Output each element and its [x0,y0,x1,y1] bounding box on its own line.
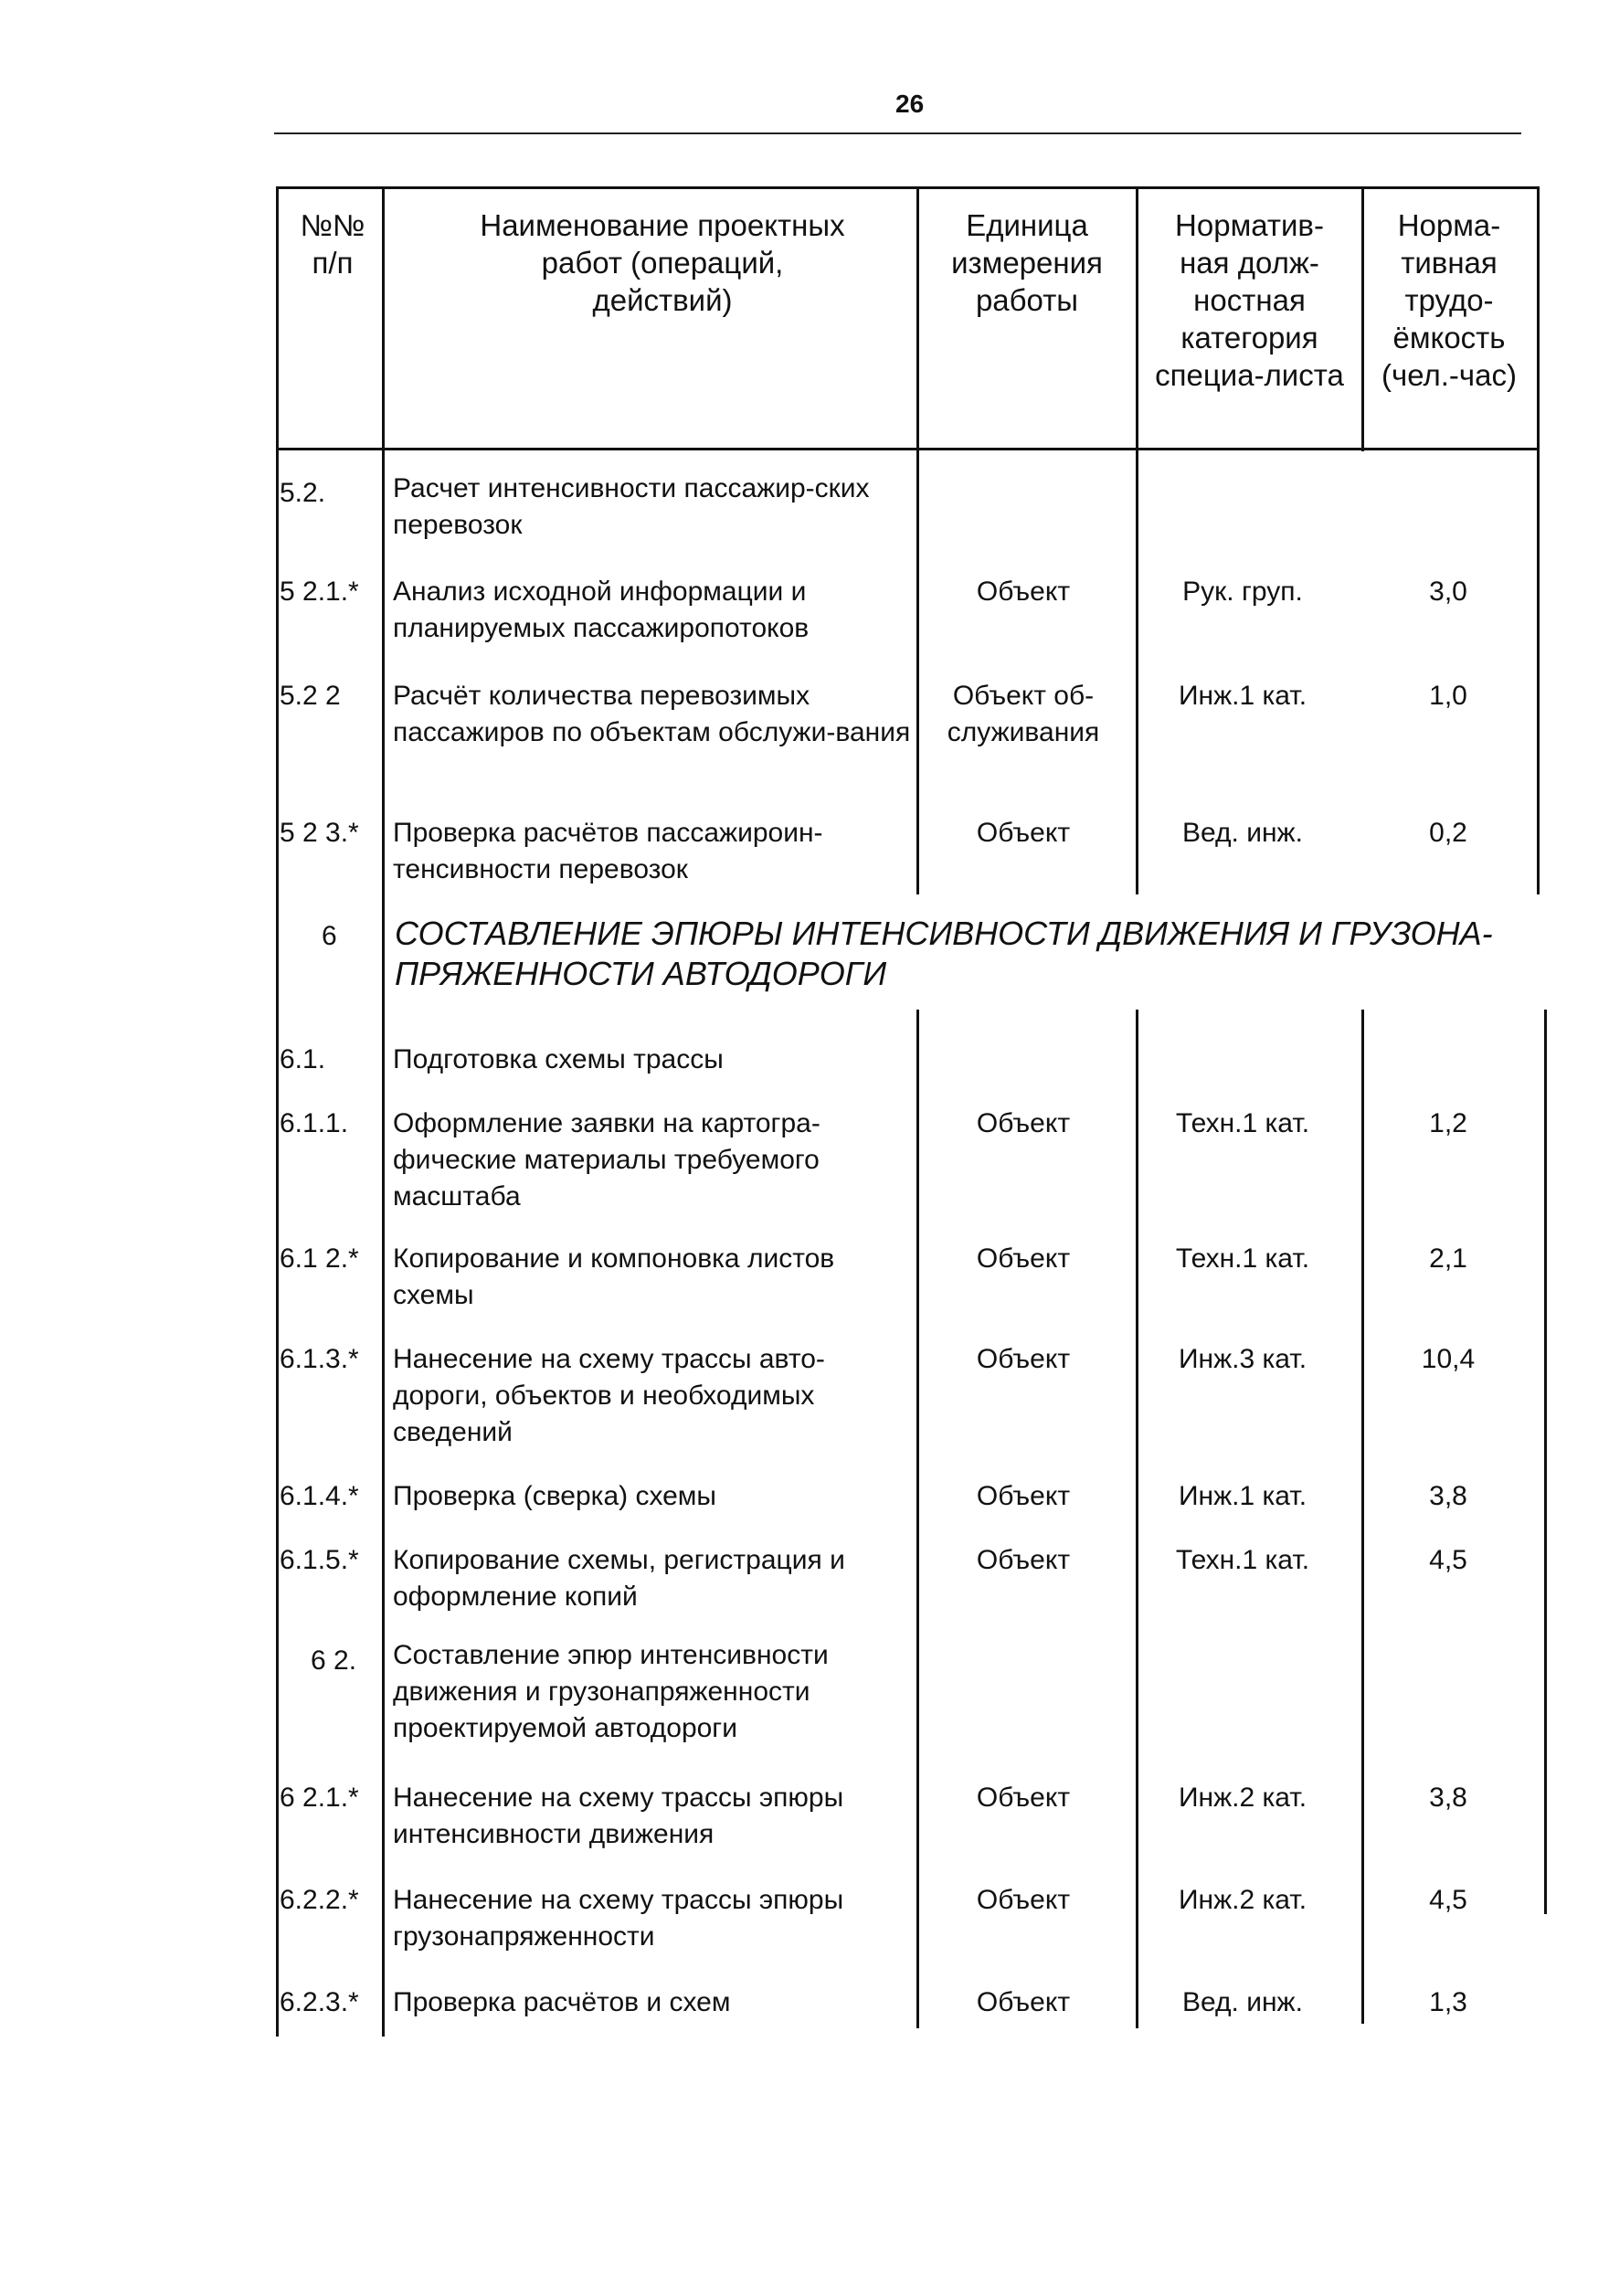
row-category: Инж.2 кат. [1178,1783,1307,1813]
column-divider-category [1361,186,1364,451]
row-number: 6.1.3.* [280,1344,359,1374]
row-value: 10,4 [1421,1344,1476,1374]
header-unit: Единица измерения работы [951,208,1103,317]
row-value: 1,3 [1429,1987,1467,2017]
row-category: Техн.1 кат. [1175,1108,1310,1138]
row-number: 6.1.5.* [280,1545,359,1575]
row-unit: Объект [976,1243,1071,1274]
row-value: 0,2 [1429,818,1467,848]
row-category: Техн.1 кат. [1175,1243,1310,1274]
column-divider-unit [1136,186,1138,894]
row-number: 6.1.1. [280,1108,349,1138]
row-name: Копирование схемы, регистрация и оформление копий [393,1545,845,1612]
row-number: 6 2. [311,1645,357,1676]
row-name: Расчет интенсивности пассажир-ских перевозок [393,473,870,540]
table-header-border [276,448,1537,450]
row-category: Инж.3 кат. [1178,1344,1307,1374]
section-title: СОСТАВЛЕНИЕ ЭПЮРЫ ИНТЕНСИВНОСТИ ДВИЖЕНИЯ И ГРУЗОНА-ПРЯЖЕННОСТИ АВТОДОРОГИ [395,915,1493,992]
row-name: Проверка (сверка) схемы [393,1481,716,1511]
row-unit: Объект [976,818,1071,848]
row-name: Подготовка схемы трассы [393,1044,724,1074]
row-number: 5.2 2 [280,681,341,711]
column-divider-num [382,186,385,2037]
row-number: 5 2.1.* [280,577,359,607]
row-value: 1,2 [1429,1108,1467,1138]
row-unit: Объект [976,1987,1071,2017]
row-value: 3,8 [1429,1783,1467,1813]
section-number: 6 [322,921,337,951]
page-number: 26 [895,90,925,118]
row-number: 6.2.2.* [280,1885,359,1915]
row-value: 1,0 [1429,681,1467,711]
row-name: Нанесение на схему трассы эпюры грузонапряженности [393,1885,844,1952]
table-left-border [276,186,279,2037]
row-name: Нанесение на схему трассы авто-дороги, объектов и необходимых сведений [393,1344,825,1447]
row-category: Вед. инж. [1182,1987,1303,2017]
row-value: 3,0 [1429,577,1467,607]
row-value: 4,5 [1429,1545,1467,1575]
row-number: 6.1. [280,1044,326,1074]
row-unit: Объект [976,1783,1071,1813]
row-unit: Объект [976,1545,1071,1575]
row-number: 6.2.3.* [280,1987,359,2017]
row-value: 2,1 [1429,1243,1467,1274]
column-divider-name [916,186,919,894]
column-divider-category-lower [1361,1010,1364,2024]
column-divider-name-lower [916,1010,919,2028]
row-value: 4,5 [1429,1885,1467,1915]
header-name: Наименование проектных работ (операций, действий) [480,208,845,317]
row-name: Оформление заявки на картогра-фические материалы требуемого масштаба [393,1108,820,1211]
header-rule [274,132,1521,134]
row-unit: Объект [976,1108,1071,1138]
row-unit: Объект [976,577,1071,607]
row-unit: Объект [976,1481,1071,1511]
column-divider-unit-lower [1136,1010,1138,2028]
row-name: Копирование и компоновка листов схемы [393,1243,835,1310]
row-name: Расчёт количества перевозимых пассажиров по объектам обслужи-вания [393,681,911,747]
header-num: №№ п/п [300,208,365,280]
row-category: Рук. груп. [1182,577,1303,607]
row-unit: Объект [976,1885,1071,1915]
header-labor: Норма-тивная трудо-ёмкость (чел.-час) [1381,208,1517,392]
row-value: 3,8 [1429,1481,1467,1511]
row-name: Составление эпюр интенсивности движения и грузонапряженности проектируемой автодороги [393,1640,829,1743]
table-right-border [1537,186,1540,894]
row-category: Вед. инж. [1182,818,1303,848]
row-number: 5 2 3.* [280,818,359,848]
row-number: 6.1 2.* [280,1243,359,1274]
row-unit: Объект об-служивания [947,681,1100,747]
row-category: Инж.1 кат. [1178,681,1307,711]
row-name: Проверка расчётов пассажироин-тенсивности перевозок [393,818,823,884]
row-category: Техн.1 кат. [1175,1545,1310,1575]
row-number: 5.2. [280,478,326,508]
table-right-border-lower [1544,1010,1547,1914]
row-number: 6 2.1.* [280,1783,359,1813]
row-category: Инж.2 кат. [1178,1885,1307,1915]
row-unit: Объект [976,1344,1071,1374]
row-name: Анализ исходной информации и планируемых пассажиропотоков [393,577,810,643]
row-number: 6.1.4.* [280,1481,359,1511]
row-name: Нанесение на схему трассы эпюры интенсивности движения [393,1783,844,1849]
header-category: Норматив-ная долж-ностная категория специа-листа [1155,208,1344,392]
row-name: Проверка расчётов и схем [393,1987,731,2017]
table-top-border [276,186,1537,189]
row-category: Инж.1 кат. [1178,1481,1307,1511]
